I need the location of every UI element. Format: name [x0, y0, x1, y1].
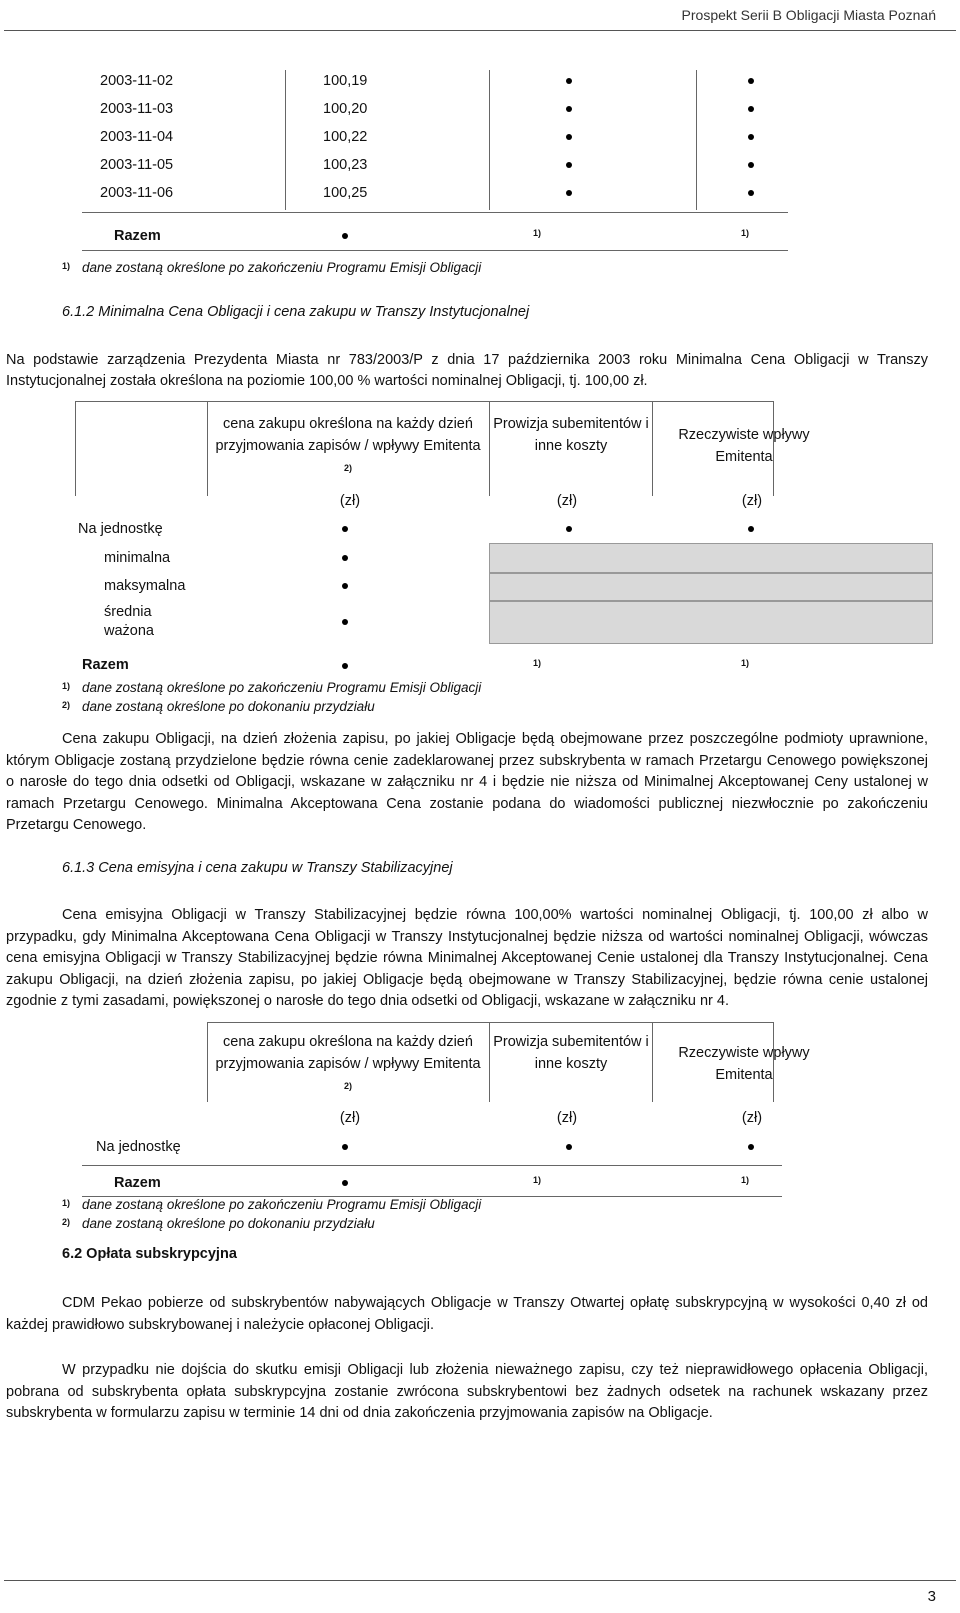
column-header: cena zakupu określona na każdy dzień przyjmowania zapisów / wpływy Emitenta $^{2)}$	[215, 1034, 481, 1091]
bullet-icon	[566, 162, 572, 168]
column-header: Prowizja subemitentów i inne koszty	[493, 1034, 649, 1072]
table-divider	[489, 401, 490, 496]
paragraph: Cena emisyjna Obligacji w Transzy Stabilizacyjnej będzie równa 100,00% wartości nominalnej Obligacji, tj. 100,00 zł albo w przypadku, gdy Minimalna Akceptowana Cena Obligacji w Transzy Instytucjonalnej będzie niższa od wartości nominalnej Obligacji, wówczas cena emisyjna Obligacji w Transzy Stabilizacyjnej będzie równa Minimalnej Akceptowanej Cenie ustalonej dla Transzy Instytucjonalnej. Cena zakupu Obligacji, na dzień złożenia zapisu, po jakiej Obligacje będą obejmowane w Transzy Stabilizacyjnej, będzie równa cenie ustalonej zgodnie z tymi zasadami, powiększonej o narosłe do tego dnia odsetki od Obligacji, wskazane w załączniku nr 4.	[6, 907, 928, 1009]
header-rule	[4, 30, 956, 31]
bullet-icon	[566, 1144, 572, 1150]
bullet-icon	[566, 134, 572, 140]
column-header: Rzeczywiste wpływy Emitenta	[678, 1045, 810, 1083]
footnote-mark: 1)	[741, 658, 750, 668]
table-row-date: 2003-11-04	[100, 129, 174, 145]
bullet-icon	[342, 663, 348, 669]
bullet-icon	[342, 619, 348, 625]
unit-label: (zł)	[339, 1110, 361, 1126]
footnote-mark: 1)	[533, 1175, 542, 1185]
table-row-date: 2003-11-06	[100, 185, 174, 201]
table-divider	[207, 1022, 208, 1102]
table-row-price: 100,19	[323, 73, 368, 89]
table-divider	[285, 70, 286, 210]
bullet-icon	[748, 162, 754, 168]
footnote-mark: 1)	[741, 1175, 750, 1185]
table-divider	[82, 212, 788, 213]
table-divider	[207, 401, 208, 496]
paragraph: Na podstawie zarządzenia Prezydenta Miasta nr 783/2003/P z dnia 17 października 2003 roku Minimalna Cena Obligacji w Transzy Instytucjonalnej została określona na poziomie 100,00 % wartości nominalnej Obligacji, tj. 100,00 zł.	[6, 352, 928, 389]
bullet-icon	[748, 190, 754, 196]
table-row-date: 2003-11-03	[100, 101, 174, 117]
bullet-icon	[748, 106, 754, 112]
unit-label: (zł)	[741, 493, 763, 509]
table-divider	[82, 1165, 782, 1166]
column-header: cena zakupu określona na każdy dzień przyjmowania zapisów / wpływy Emitenta $^{2)}$	[215, 416, 481, 473]
footnote-mark: 2)	[62, 700, 71, 710]
footnote: dane zostaną określone po dokonaniu przydziału	[82, 1216, 375, 1231]
table-divider	[207, 1022, 773, 1023]
row-label: średnia ważona	[104, 604, 154, 639]
paragraph: W przypadku nie dojścia do skutku emisji Obligacji lub złożenia nieważnego zapisu, czy też nieprawidłowego opłacenia Obligacji, pobrana od subskrybenta opłata subskrypcyjna zostanie zwrócona subskrybentowi bez żadnych odsetek na rachunek wskazany przez subskrybenta w formularzu zapisu w terminie 14 dni od dnia zakończenia przyjmowania zapisów na Obligacje.	[6, 1362, 928, 1421]
column-header: Rzeczywiste wpływy Emitenta	[678, 427, 810, 465]
shaded-cell	[489, 601, 933, 644]
shaded-cell	[489, 543, 933, 573]
shaded-cell	[489, 573, 933, 601]
paragraph: Cena zakupu Obligacji, na dzień złożenia zapisu, po jakiej Obligacje będą obejmowane przez poszczególne podmioty uprawnione, którym Obligacje zostaną przydzielone będzie równa cenie zadeklarowanej przez subskrybenta w ramach Przetargu Cenowego powiększonej o narosłe do tego dnia odsetki od Obligacji, wskazane w załączniku nr 4 i będzie nie niższa od Minimalnej Akceptowanej Ceny ustalonej w ramach Przetargu Cenowego. Minimalna Akceptowana Cena zostanie podana do wiadomości publicznej niezwłocznie po zakończeniu Przetargu Cenowego.	[6, 731, 928, 833]
section-heading: 6.1.3 Cena emisyjna i cena zakupu w Transzy Stabilizacyjnej	[62, 860, 453, 876]
bullet-icon	[342, 583, 348, 589]
bullet-icon	[748, 78, 754, 84]
table-divider	[75, 401, 76, 496]
footnote-mark: 1)	[62, 681, 71, 691]
section-heading: 6.1.2 Minimalna Cena Obligacji i cena zakupu w Transzy Instytucjonalnej	[62, 304, 530, 320]
footer-rule	[4, 1580, 956, 1581]
footnote-mark: 1)	[533, 228, 542, 238]
bullet-icon	[748, 526, 754, 532]
footnote-mark: 2)	[62, 1217, 71, 1227]
table-row-price: 100,25	[323, 185, 368, 201]
total-label: Razem	[114, 1175, 161, 1191]
table-divider	[82, 250, 788, 251]
table-divider	[489, 1022, 490, 1102]
bullet-icon	[342, 526, 348, 532]
bullet-icon	[342, 1144, 348, 1150]
table-divider	[489, 70, 490, 210]
table-row-date: 2003-11-05	[100, 157, 174, 173]
column-header: Prowizja subemitentów i inne koszty	[493, 416, 649, 454]
table-row-price: 100,20	[323, 101, 368, 117]
table-divider	[652, 401, 653, 496]
table-row-price: 100,22	[323, 129, 368, 145]
unit-label: (zł)	[741, 1110, 763, 1126]
bullet-icon	[342, 555, 348, 561]
table-row-date: 2003-11-02	[100, 73, 174, 89]
running-header: Prospekt Serii B Obligacji Miasta Poznań	[681, 7, 936, 23]
footnote: dane zostaną określone po zakończeniu Programu Emisji Obligacji	[82, 680, 482, 695]
bullet-icon	[342, 1180, 348, 1186]
table-divider	[696, 70, 697, 210]
bullet-icon	[566, 526, 572, 532]
bullet-icon	[566, 190, 572, 196]
row-label: Na jednostkę	[78, 521, 163, 537]
bullet-icon	[748, 134, 754, 140]
footnote: dane zostaną określone po dokonaniu przydziału	[82, 699, 375, 714]
section-heading: 6.2 Opłata subskrypcyjna	[62, 1246, 237, 1262]
total-label: Razem	[114, 228, 161, 244]
unit-label: (zł)	[556, 1110, 578, 1126]
table-divider	[652, 1022, 653, 1102]
page-number: 3	[927, 1588, 936, 1605]
unit-label: (zł)	[339, 493, 361, 509]
footnote-mark: 1)	[62, 1198, 71, 1208]
bullet-icon	[748, 1144, 754, 1150]
footnote-mark: 1)	[741, 228, 750, 238]
total-label: Razem	[82, 657, 129, 673]
footnote-mark: 1)	[533, 658, 542, 668]
row-label: minimalna	[104, 550, 171, 566]
row-label: maksymalna	[104, 578, 186, 594]
paragraph: CDM Pekao pobierze od subskrybentów nabywających Obligacje w Transzy Otwartej opłatę subskrypcyjną w wysokości 0,40 zł od każdej prawidłowo subskrybowanej i należycie opłaconej Obligacji.	[6, 1295, 928, 1333]
footnote: dane zostaną określone po zakończeniu Programu Emisji Obligacji	[82, 260, 482, 275]
row-label: Na jednostkę	[96, 1139, 181, 1155]
unit-label: (zł)	[556, 493, 578, 509]
footnote-mark: 1)	[62, 261, 71, 271]
footnote: dane zostaną określone po zakończeniu Programu Emisji Obligacji	[82, 1197, 482, 1212]
table-divider	[75, 401, 773, 402]
table-row-price: 100,23	[323, 157, 368, 173]
bullet-icon	[342, 233, 348, 239]
bullet-icon	[566, 78, 572, 84]
bullet-icon	[566, 106, 572, 112]
